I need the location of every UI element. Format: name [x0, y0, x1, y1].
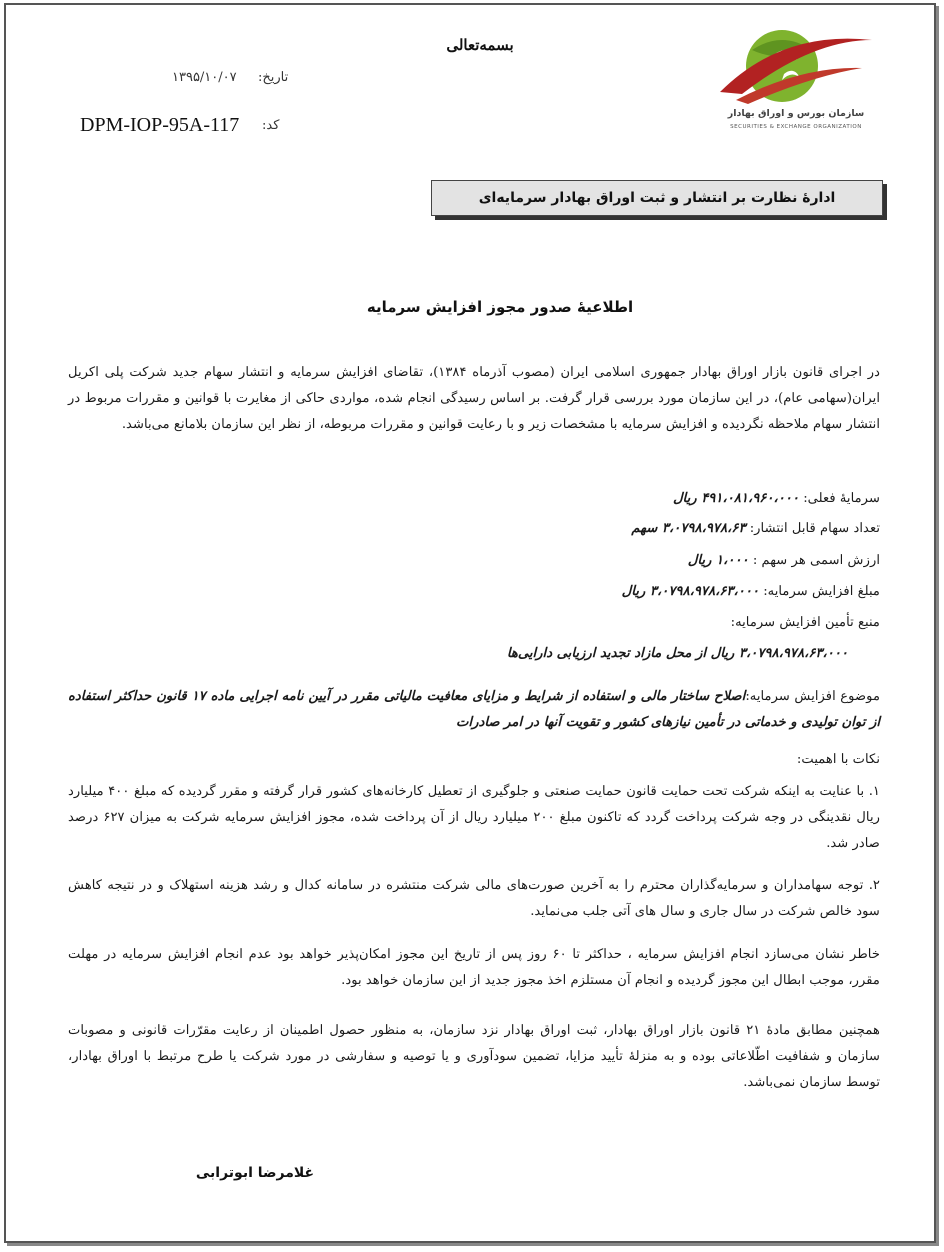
shares-label: تعداد سهام قابل انتشار: [749, 521, 880, 536]
current-capital-value: ۴۹۱،۰۸۱،۹۶۰،۰۰۰ ریال [672, 491, 799, 506]
code-value: DPM-IOP-95A-117 [80, 114, 240, 136]
subject-label: موضوع افزایش سرمایه: [745, 689, 881, 704]
globe-logo-icon [712, 20, 880, 112]
notes-heading: نکات با اهمیت: [796, 752, 880, 767]
department-name: ادارهٔ نظارت بر انتشار و ثبت اوراق بهادار سرمایه‌ای [478, 190, 836, 206]
bismillah-heading: بسمه‌تعالی [446, 36, 514, 54]
date-label: تاریخ: [258, 70, 289, 85]
current-capital-line [673, 491, 880, 506]
department-box [431, 180, 883, 216]
shares-line [631, 521, 880, 536]
nominal-value-line [688, 553, 880, 568]
note-item-1: ۱. با عنایت به اینکه شرکت تحت حمایت قانون حمایت صنعتی و جلوگیری از تعطیل کارخانه‌های کشور قرار گرفته و مقرر گردیده که مبلغ ۴۰۰ میلیارد ریال نقدینگی در وجه شرکت پرداخت گردد که تاکنون مبلغ ۲۰۰ میلیارد ریال از آن پرداخت شده، مجوز افزایش سرمایه شرکت به میزان ۶۲۷ درصد صادر شد. [68, 784, 880, 851]
increase-amount-line [622, 584, 880, 599]
organization-logo [712, 20, 880, 138]
logo-text-persian: سازمان بورس و اوراق بهادار [727, 108, 865, 119]
subject-paragraph [68, 684, 880, 736]
current-capital-label: سرمایهٔ فعلی: [803, 491, 880, 506]
intro-paragraph: در اجرای قانون بازار اوراق بهادار جمهوری اسلامی ایران (مصوب آذرماه ۱۳۸۴)، تقاضای افزایش سرمایه و انتشار سهام جدید شرکت پلی اکریل ایران(سهامی عام)، در این سازمان مورد بررسی قرار گرفت. بر اساس رسیدگی انجام شده، مواردی حاکی از مغایرت با قوانین و مقررات مربوط در انتشار سهام ملاحظه نگردیده و افزایش سرمایه با مشخصات زیر و با رعایت قوانین و مقررات مربوطه، از نظر این سازمان بلامانع می‌باشد. [68, 365, 880, 432]
nominal-label: ارزش اسمی هر سهم : [752, 553, 880, 568]
disclaimer-paragraph: همچنین مطابق مادهٔ ۲۱ قانون بازار اوراق بهادار، ثبت اوراق بهادار نزد سازمان، به منظور حصول اطمینان از رعایت مقرّرات قانونی و مصوبات سازمان و شفافیت اطّلاعاتی بوده و به منزلهٔ تأیید مزایا، تضمین سودآوری و یا توصیه و سفارشی در مورد شرکت یا طرح مرتبط با اوراق بهادار، توسط سازمان نمی‌باشد. [68, 1023, 880, 1090]
shares-value: ۳،۰۷۹۸،۹۷۸،۶۳ سهم [631, 521, 746, 536]
increase-label: مبلغ افزایش سرمایه: [763, 584, 880, 599]
funding-source-label: منبع تأمین افزایش سرمایه: [730, 615, 880, 630]
code-label: کد: [262, 118, 280, 133]
nominal-value: ۱،۰۰۰ ریال [687, 553, 749, 568]
logo-text-english: SECURITIES & EXCHANGE ORGANIZATION [730, 124, 862, 130]
signature-name: غلامرضا ابوترابی [195, 1165, 315, 1181]
deadline-paragraph: خاطر نشان می‌سازد انجام افزایش سرمایه ، حداکثر تا ۶۰ روز پس از تاریخ این مجوز امکان‌پذیر خواهد بود عدم انجام افزایش سرمایه در مهلت مقرر، موجب ابطال این مجوز گردیده و انجام آن مستلزم اخذ مجوز جدید از این سازمان خواهد بود. [68, 947, 880, 988]
note-item-2: ۲. توجه سهامداران و سرمایه‌گذاران محترم را به آخرین صورت‌های مالی شرکت منتشره در سامانه کدال و رشد هزینه استهلاک و در نتیجه کاهش سود خالص شرکت در سال جاری و سال های آتی جلب می‌نماید. [68, 878, 880, 919]
subject-value: اصلاح ساختار مالی و استفاده از شرایط و مزایای معافیت مالیاتی مقرر در آیین نامه اجرایی ماده ۱۷ قانون حداکثر استفاده از توان تولیدی و خدماتی در تأمین نیازهای کشور و تقویت آنها در امر صادرات [68, 689, 880, 730]
document-title: اطلاعیهٔ صدور مجوز افزایش سرمایه [366, 298, 634, 316]
date-value: ۱۳۹۵/۱۰/۰۷ [172, 70, 237, 85]
funding-source-value: ۳،۰۷۹۸،۹۷۸،۶۳،۰۰۰ ریال از محل مازاد تجدید ارزیابی دارایی‌ها [506, 646, 848, 661]
increase-value: ۳،۰۷۹۸،۹۷۸،۶۳،۰۰۰ ریال [621, 584, 759, 599]
